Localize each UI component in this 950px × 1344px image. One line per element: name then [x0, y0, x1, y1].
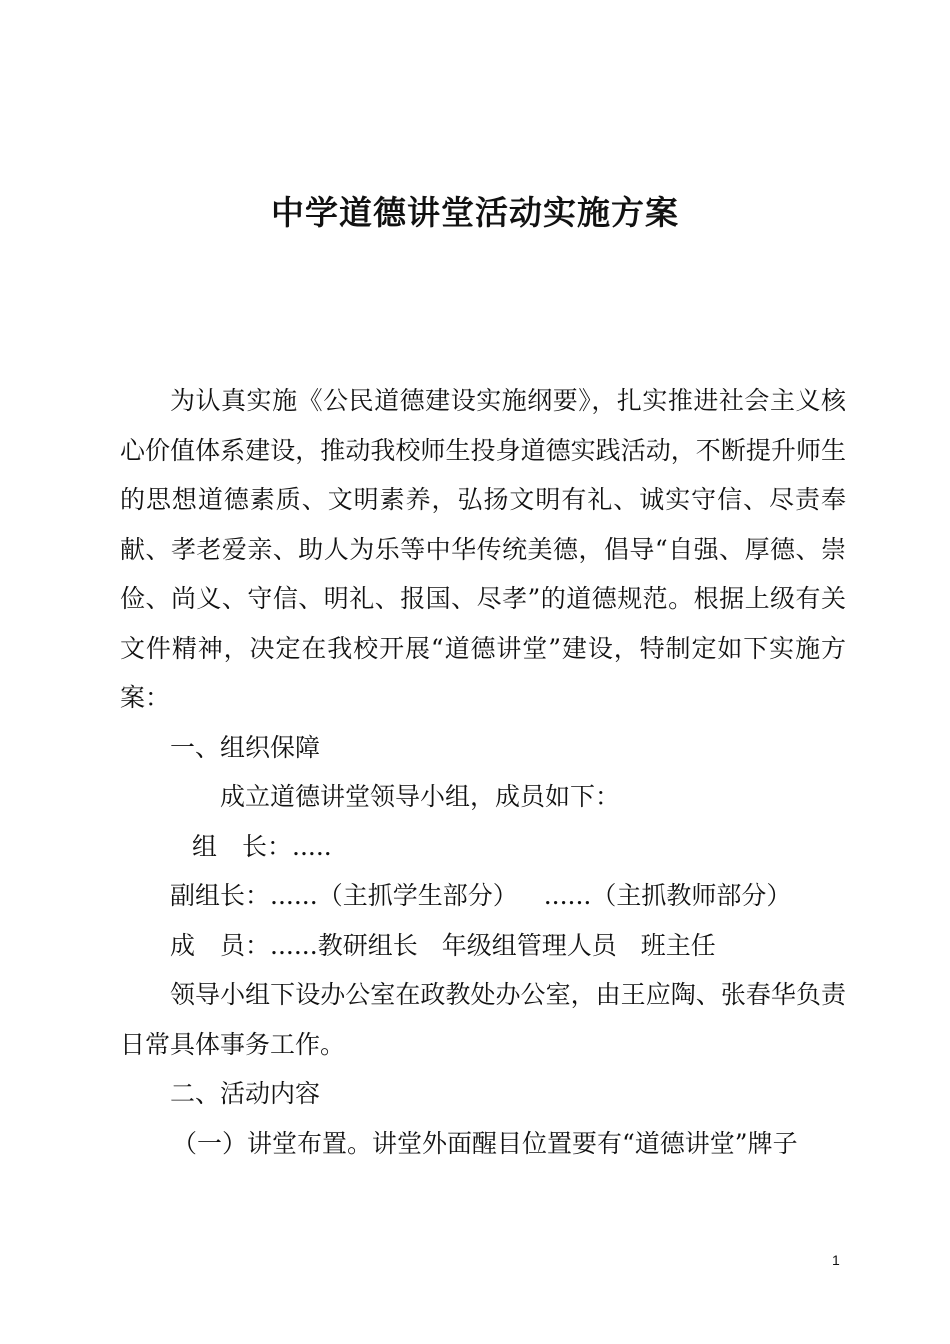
section-heading-activities: 二、活动内容	[170, 1079, 321, 1108]
leader-value: .....	[292, 831, 332, 861]
members-value-group-leaders: ......教研组长	[270, 930, 418, 960]
office-note-paragraph: 领导小组下设办公室在政教处办公室，由王应陶、张春华负责日常具体事务工作。	[120, 980, 846, 1059]
leader-label: 组 长：	[192, 831, 293, 861]
leader-row	[120, 822, 846, 872]
deputy-label: 副组长：	[170, 881, 271, 910]
members-row	[120, 921, 846, 971]
page-number: 1	[832, 1252, 840, 1268]
section-heading-organization: 一、组织保障	[170, 732, 321, 762]
deputy-value-teachers: ......（主抓教师部分）	[543, 881, 792, 910]
intro-paragraph: 为认真实施《公民道德建设实施纲要》，扎实推进社会主义核心价值体系建设，推动我校师生投身道德实践活动，不断提升师生的思想道德素质、文明素养，弘扬文明有礼、诚实守信、尽责奉献、孝老爱亲、助人为乐等中华传统美德，倡导“自强、厚德、崇俭、尚义、守信、明礼、报国、尽孝”的道德规范。根据上级有关文件精神，决定在我校开展“道德讲堂”建设，特制定如下实施方案：	[120, 386, 846, 712]
members-label: 成 员：	[170, 930, 271, 960]
deputy-row	[120, 871, 846, 921]
document-body	[120, 376, 846, 1168]
activity-item-hall-layout: （一）讲堂布置。讲堂外面醒目位置要有“道德讲堂”牌子	[172, 1128, 798, 1158]
members-value-grade-managers: 年级组管理人员	[441, 930, 617, 960]
members-value-class-teachers: 班主任	[640, 930, 716, 960]
deputy-value-students: ......（主抓学生部分）	[270, 881, 518, 910]
leadership-group-lead: 成立道德讲堂领导小组，成员如下：	[220, 782, 621, 811]
document-title: 中学道德讲堂活动实施方案	[271, 193, 679, 232]
